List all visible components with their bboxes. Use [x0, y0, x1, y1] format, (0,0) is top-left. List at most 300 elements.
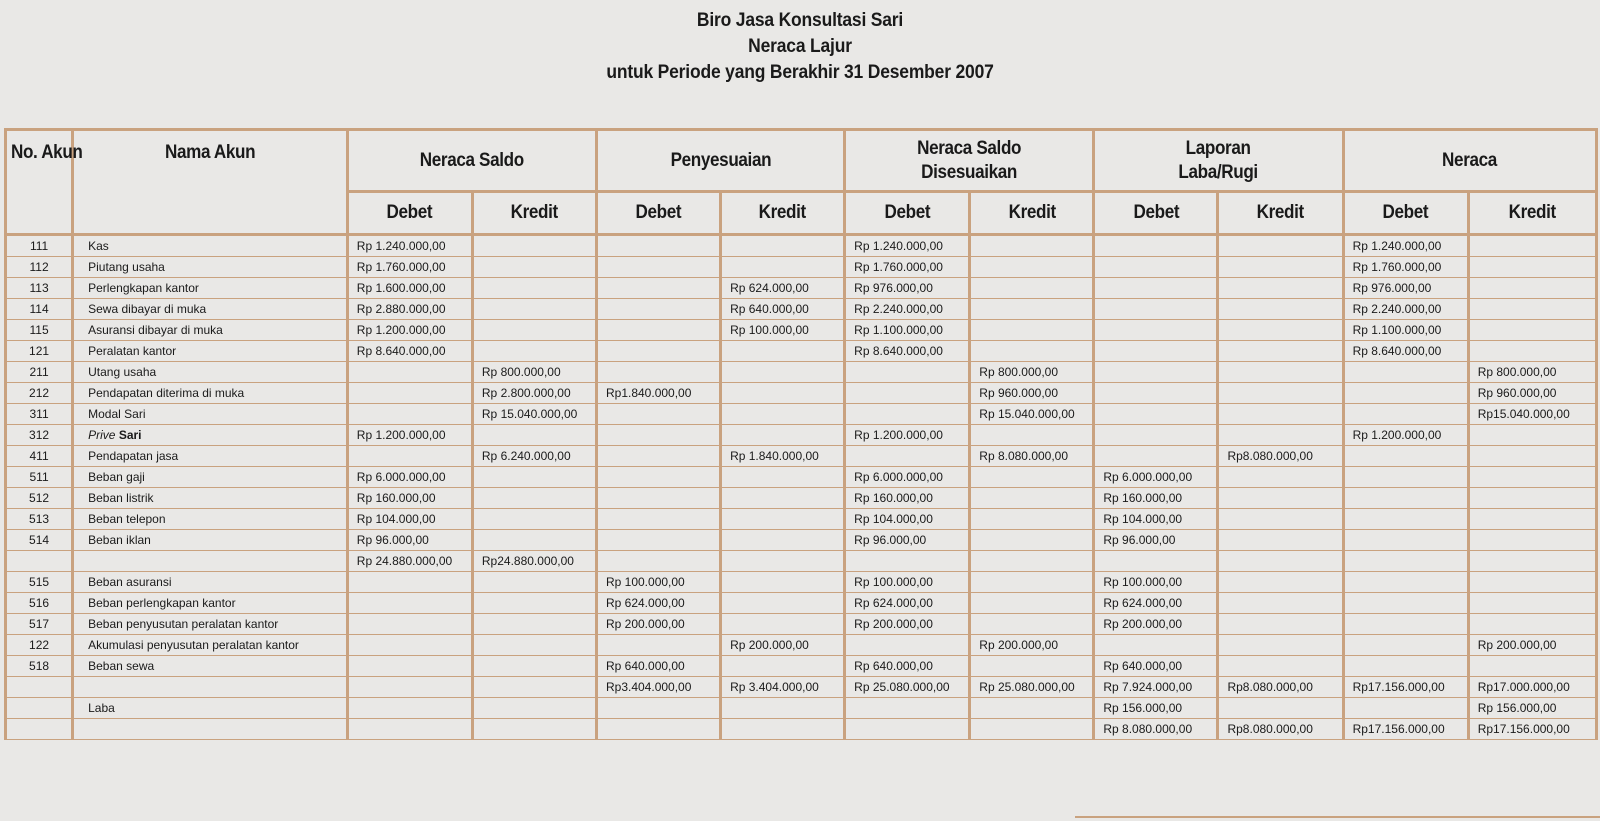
amount-cell: Rp17.156.000,00 — [1343, 719, 1468, 740]
amount-cell — [1343, 446, 1468, 467]
amount-cell — [1218, 551, 1343, 572]
amount-cell — [721, 656, 845, 677]
amount-cell — [1094, 278, 1218, 299]
amount-cell — [1343, 551, 1468, 572]
amount-cell — [1468, 235, 1596, 257]
amount-cell: Rp17.000.000,00 — [1468, 677, 1596, 698]
amount-cell — [1468, 257, 1596, 278]
amount-cell — [1094, 383, 1218, 404]
amount-cell — [596, 719, 720, 740]
amount-cell: Rp 1.240.000,00 — [845, 235, 970, 257]
amount-cell: Rp 1.760.000,00 — [1343, 257, 1468, 278]
amount-cell — [845, 362, 970, 383]
amount-cell — [970, 530, 1094, 551]
amount-cell: Rp 100.000,00 — [845, 572, 970, 593]
amount-cell — [472, 698, 596, 719]
amount-cell: Rp 2.240.000,00 — [845, 299, 970, 320]
amount-cell — [1094, 425, 1218, 446]
amount-cell — [596, 362, 720, 383]
amount-cell — [721, 509, 845, 530]
amount-cell: Rp 3.404.000,00 — [721, 677, 845, 698]
amount-cell — [472, 635, 596, 656]
amount-cell — [596, 530, 720, 551]
account-name — [73, 425, 348, 446]
amount-cell: Rp 1.600.000,00 — [347, 278, 472, 299]
amount-cell — [472, 677, 596, 698]
amount-cell — [1343, 656, 1468, 677]
amount-cell — [970, 467, 1094, 488]
table-row — [6, 383, 1597, 404]
amount-cell — [1094, 299, 1218, 320]
account-number: 411 — [6, 446, 73, 467]
table-row — [6, 530, 1597, 551]
account-number — [6, 551, 73, 572]
amount-cell: Rp 6.240.000,00 — [472, 446, 596, 467]
amount-cell — [1218, 425, 1343, 446]
amount-cell: Rp 800.000,00 — [970, 362, 1094, 383]
account-number — [6, 677, 73, 698]
amount-cell: Rp1.840.000,00 — [596, 383, 720, 404]
account-number: 113 — [6, 278, 73, 299]
table-row — [6, 467, 1597, 488]
amount-cell — [596, 488, 720, 509]
amount-cell: Rp 25.080.000,00 — [845, 677, 970, 698]
amount-cell — [472, 341, 596, 362]
amount-cell — [970, 320, 1094, 341]
amount-cell: Rp 1.240.000,00 — [1343, 235, 1468, 257]
amount-cell — [1343, 698, 1468, 719]
amount-cell — [970, 425, 1094, 446]
amount-cell: Rp8.080.000,00 — [1218, 446, 1343, 467]
amount-cell — [1218, 593, 1343, 614]
header-laporan-laba-rugi: Laporan Laba/Rugi — [1094, 130, 1343, 192]
amount-cell — [1468, 551, 1596, 572]
amount-cell — [970, 278, 1094, 299]
amount-cell: Rp 1.760.000,00 — [347, 257, 472, 278]
amount-cell: Rp 6.000.000,00 — [347, 467, 472, 488]
account-number: 115 — [6, 320, 73, 341]
amount-cell: Rp 1.100.000,00 — [845, 320, 970, 341]
account-number: 122 — [6, 635, 73, 656]
amount-cell: Rp 1.840.000,00 — [721, 446, 845, 467]
prive-label: Prive — [88, 428, 116, 442]
amount-cell — [472, 425, 596, 446]
amount-cell — [1094, 635, 1218, 656]
amount-cell — [970, 509, 1094, 530]
amount-cell — [596, 341, 720, 362]
amount-cell — [1218, 278, 1343, 299]
table-row — [6, 299, 1597, 320]
amount-cell — [1218, 635, 1343, 656]
account-number: 517 — [6, 614, 73, 635]
amount-cell — [1218, 320, 1343, 341]
amount-cell — [347, 614, 472, 635]
amount-cell: Rp 8.080.000,00 — [970, 446, 1094, 467]
amount-cell — [1218, 509, 1343, 530]
prive-owner: Sari — [118, 428, 142, 442]
amount-cell — [1218, 362, 1343, 383]
account-name: Asuransi dibayar di muka — [73, 320, 348, 341]
amount-cell: Rp 1.200.000,00 — [347, 425, 472, 446]
amount-cell: Rp 96.000,00 — [347, 530, 472, 551]
account-name: Beban sewa — [73, 656, 348, 677]
amount-cell: Rp 2.240.000,00 — [1343, 299, 1468, 320]
table-row — [6, 257, 1597, 278]
account-name: Kas — [73, 235, 348, 257]
amount-cell — [721, 551, 845, 572]
amount-cell — [596, 299, 720, 320]
amount-cell: Rp 200.000,00 — [721, 635, 845, 656]
amount-cell: Rp 800.000,00 — [472, 362, 596, 383]
account-name: Utang usaha — [73, 362, 348, 383]
amount-cell: Rp 960.000,00 — [1468, 383, 1596, 404]
amount-cell: Rp 640.000,00 — [845, 656, 970, 677]
table-row — [6, 278, 1597, 299]
account-number — [6, 719, 73, 740]
amount-cell — [1343, 530, 1468, 551]
amount-cell: Rp 6.000.000,00 — [845, 467, 970, 488]
amount-cell: Rp 960.000,00 — [970, 383, 1094, 404]
table-row — [6, 446, 1597, 467]
account-name: Beban asuransi — [73, 572, 348, 593]
amount-cell — [1468, 425, 1596, 446]
table-row — [6, 320, 1597, 341]
amount-cell: Rp 200.000,00 — [596, 614, 720, 635]
amount-cell — [472, 278, 596, 299]
amount-cell — [472, 488, 596, 509]
amount-cell — [347, 446, 472, 467]
table-row — [6, 635, 1597, 656]
amount-cell — [1343, 593, 1468, 614]
table-row — [6, 572, 1597, 593]
amount-cell — [970, 299, 1094, 320]
account-name: Laba — [73, 698, 348, 719]
amount-cell — [596, 551, 720, 572]
header-debet: Debet — [1343, 192, 1468, 235]
amount-cell — [1218, 404, 1343, 425]
table-row — [6, 404, 1597, 425]
amount-cell — [472, 530, 596, 551]
account-name: Pendapatan jasa — [73, 446, 348, 467]
amount-cell: Rp 800.000,00 — [1468, 362, 1596, 383]
amount-cell: Rp 160.000,00 — [845, 488, 970, 509]
amount-cell — [472, 656, 596, 677]
amount-cell — [845, 383, 970, 404]
amount-cell: Rp 96.000,00 — [845, 530, 970, 551]
amount-cell — [1094, 362, 1218, 383]
amount-cell: Rp 976.000,00 — [845, 278, 970, 299]
header-debet: Debet — [596, 192, 720, 235]
amount-cell — [347, 698, 472, 719]
amount-cell — [1343, 614, 1468, 635]
amount-cell — [1343, 509, 1468, 530]
amount-cell: Rp 640.000,00 — [1094, 656, 1218, 677]
amount-cell — [970, 656, 1094, 677]
amount-cell: Rp 1.200.000,00 — [347, 320, 472, 341]
amount-cell: Rp 640.000,00 — [721, 299, 845, 320]
amount-cell — [1218, 235, 1343, 257]
amount-cell — [1468, 446, 1596, 467]
header-neraca-saldo-disesuaikan: Neraca Saldo Disesuaikan — [845, 130, 1094, 192]
amount-cell: Rp 8.080.000,00 — [1094, 719, 1218, 740]
account-number: 212 — [6, 383, 73, 404]
amount-cell: Rp24.880.000,00 — [472, 551, 596, 572]
amount-cell: Rp 104.000,00 — [1094, 509, 1218, 530]
amount-cell — [845, 446, 970, 467]
account-number: 114 — [6, 299, 73, 320]
amount-cell — [472, 299, 596, 320]
amount-cell — [721, 719, 845, 740]
account-name: Beban gaji — [73, 467, 348, 488]
account-name: Pendapatan diterima di muka — [73, 383, 348, 404]
header-neraca: Neraca — [1343, 130, 1596, 192]
amount-cell — [347, 677, 472, 698]
amount-cell — [1468, 572, 1596, 593]
amount-cell — [1218, 614, 1343, 635]
worksheet-table — [4, 128, 1598, 816]
amount-cell — [970, 341, 1094, 362]
account-name — [73, 551, 348, 572]
header-kredit: Kredit — [472, 192, 596, 235]
amount-cell — [721, 614, 845, 635]
header-debet: Debet — [347, 192, 472, 235]
account-name: Akumulasi penyusutan peralatan kantor — [73, 635, 348, 656]
account-name: Beban iklan — [73, 530, 348, 551]
header-penyesuaian: Penyesuaian — [596, 130, 844, 192]
amount-cell: Rp3.404.000,00 — [596, 677, 720, 698]
amount-cell: Rp 15.040.000,00 — [472, 404, 596, 425]
amount-cell: Rp17.156.000,00 — [1468, 719, 1596, 740]
amount-cell: Rp 160.000,00 — [1094, 488, 1218, 509]
table-row — [6, 362, 1597, 383]
amount-cell: Rp 200.000,00 — [845, 614, 970, 635]
amount-cell — [472, 593, 596, 614]
amount-cell — [721, 341, 845, 362]
amount-cell — [1343, 362, 1468, 383]
amount-cell — [1218, 656, 1343, 677]
header-debet: Debet — [1094, 192, 1218, 235]
amount-cell: Rp 100.000,00 — [596, 572, 720, 593]
header-debet: Debet — [845, 192, 970, 235]
amount-cell: Rp 100.000,00 — [721, 320, 845, 341]
amount-cell — [596, 425, 720, 446]
amount-cell: Rp 200.000,00 — [1468, 635, 1596, 656]
account-number: 518 — [6, 656, 73, 677]
amount-cell: Rp 200.000,00 — [1094, 614, 1218, 635]
amount-cell: Rp 1.200.000,00 — [1343, 425, 1468, 446]
amount-cell — [347, 593, 472, 614]
account-number: 111 — [6, 235, 73, 257]
amount-cell: Rp 104.000,00 — [845, 509, 970, 530]
amount-cell — [1343, 383, 1468, 404]
account-name: Piutang usaha — [73, 257, 348, 278]
amount-cell — [1218, 467, 1343, 488]
amount-cell — [596, 404, 720, 425]
amount-cell: Rp 24.880.000,00 — [347, 551, 472, 572]
report-title — [64, 8, 1536, 86]
table-row — [6, 656, 1597, 677]
amount-cell: Rp 624.000,00 — [845, 593, 970, 614]
amount-cell — [596, 467, 720, 488]
amount-cell: Rp 156.000,00 — [1094, 698, 1218, 719]
amount-cell — [1468, 509, 1596, 530]
amount-cell — [721, 257, 845, 278]
amount-cell — [472, 572, 596, 593]
header-kredit: Kredit — [1218, 192, 1343, 235]
amount-cell — [596, 509, 720, 530]
amount-cell — [347, 572, 472, 593]
amount-cell — [1468, 299, 1596, 320]
amount-cell — [347, 719, 472, 740]
amount-cell: Rp15.040.000,00 — [1468, 404, 1596, 425]
amount-cell — [1468, 341, 1596, 362]
amount-cell: Rp 8.640.000,00 — [1343, 341, 1468, 362]
amount-cell: Rp 2.800.000,00 — [472, 383, 596, 404]
account-number — [6, 698, 73, 719]
amount-cell — [721, 530, 845, 551]
amount-cell: Rp8.080.000,00 — [1218, 719, 1343, 740]
amount-cell — [1343, 635, 1468, 656]
table-row — [6, 235, 1597, 257]
amount-cell: Rp 1.200.000,00 — [845, 425, 970, 446]
header-kredit: Kredit — [721, 192, 845, 235]
amount-cell — [472, 614, 596, 635]
table-row — [6, 698, 1597, 719]
amount-cell — [845, 404, 970, 425]
amount-cell — [1343, 488, 1468, 509]
amount-cell: Rp 640.000,00 — [596, 656, 720, 677]
amount-cell — [472, 320, 596, 341]
amount-cell — [596, 446, 720, 467]
amount-cell — [1094, 551, 1218, 572]
amount-cell — [721, 467, 845, 488]
amount-cell — [472, 235, 596, 257]
bottom-rule — [1075, 816, 1600, 818]
amount-cell: Rp 15.040.000,00 — [970, 404, 1094, 425]
amount-cell — [721, 383, 845, 404]
amount-cell — [845, 698, 970, 719]
amount-cell — [472, 257, 596, 278]
amount-cell — [1218, 698, 1343, 719]
account-number: 311 — [6, 404, 73, 425]
amount-cell — [1468, 467, 1596, 488]
account-name: Beban penyusutan peralatan kantor — [73, 614, 348, 635]
amount-cell — [721, 488, 845, 509]
amount-cell — [721, 572, 845, 593]
amount-cell — [845, 635, 970, 656]
table-row — [6, 593, 1597, 614]
header-no-akun: No. Akun — [6, 130, 73, 235]
amount-cell — [721, 404, 845, 425]
account-number: 121 — [6, 341, 73, 362]
table-row — [6, 719, 1597, 740]
amount-cell: Rp 96.000,00 — [1094, 530, 1218, 551]
table-row — [6, 551, 1597, 572]
amount-cell: Rp 8.640.000,00 — [845, 341, 970, 362]
account-number: 516 — [6, 593, 73, 614]
account-number: 511 — [6, 467, 73, 488]
table-row — [6, 341, 1597, 362]
account-name: Peralatan kantor — [73, 341, 348, 362]
amount-cell — [845, 551, 970, 572]
amount-cell — [1094, 446, 1218, 467]
amount-cell — [596, 235, 720, 257]
amount-cell — [1468, 614, 1596, 635]
account-name — [73, 677, 348, 698]
account-name: Perlengkapan kantor — [73, 278, 348, 299]
amount-cell: Rp 7.924.000,00 — [1094, 677, 1218, 698]
amount-cell — [596, 278, 720, 299]
amount-cell: Rp8.080.000,00 — [1218, 677, 1343, 698]
amount-cell — [721, 698, 845, 719]
account-number: 515 — [6, 572, 73, 593]
amount-cell: Rp 976.000,00 — [1343, 278, 1468, 299]
amount-cell: Rp 1.760.000,00 — [845, 257, 970, 278]
account-number: 211 — [6, 362, 73, 383]
amount-cell: Rp 1.240.000,00 — [347, 235, 472, 257]
amount-cell — [347, 635, 472, 656]
table-row — [6, 614, 1597, 635]
amount-cell — [970, 257, 1094, 278]
amount-cell — [1218, 257, 1343, 278]
amount-cell — [1094, 404, 1218, 425]
amount-cell — [472, 719, 596, 740]
account-number: 512 — [6, 488, 73, 509]
amount-cell — [1343, 467, 1468, 488]
amount-cell — [1094, 235, 1218, 257]
account-number: 513 — [6, 509, 73, 530]
amount-cell — [347, 383, 472, 404]
amount-cell: Rp 200.000,00 — [970, 635, 1094, 656]
amount-cell — [1094, 257, 1218, 278]
amount-cell — [970, 593, 1094, 614]
amount-cell: Rp 1.100.000,00 — [1343, 320, 1468, 341]
amount-cell — [721, 593, 845, 614]
amount-cell — [472, 467, 596, 488]
amount-cell — [1468, 656, 1596, 677]
amount-cell — [970, 235, 1094, 257]
amount-cell — [721, 362, 845, 383]
amount-cell: Rp 160.000,00 — [347, 488, 472, 509]
amount-cell: Rp 624.000,00 — [721, 278, 845, 299]
amount-cell: Rp 624.000,00 — [596, 593, 720, 614]
amount-cell — [721, 425, 845, 446]
amount-cell: Rp 624.000,00 — [1094, 593, 1218, 614]
amount-cell — [1094, 320, 1218, 341]
amount-cell — [1468, 593, 1596, 614]
amount-cell — [596, 257, 720, 278]
amount-cell — [1468, 488, 1596, 509]
table-row — [6, 488, 1597, 509]
amount-cell — [721, 235, 845, 257]
amount-cell — [596, 698, 720, 719]
amount-cell — [970, 698, 1094, 719]
amount-cell — [970, 551, 1094, 572]
amount-cell — [970, 719, 1094, 740]
account-name: Beban telepon — [73, 509, 348, 530]
amount-cell: Rp 25.080.000,00 — [970, 677, 1094, 698]
amount-cell — [845, 719, 970, 740]
account-name — [73, 719, 348, 740]
amount-cell: Rp 8.640.000,00 — [347, 341, 472, 362]
account-name: Modal Sari — [73, 404, 348, 425]
header-neraca-saldo: Neraca Saldo — [347, 130, 596, 192]
amount-cell: Rp 6.000.000,00 — [1094, 467, 1218, 488]
amount-cell — [1218, 299, 1343, 320]
company-name: Biro Jasa Konsultasi Sari — [696, 10, 904, 31]
amount-cell — [1094, 341, 1218, 362]
amount-cell — [472, 509, 596, 530]
